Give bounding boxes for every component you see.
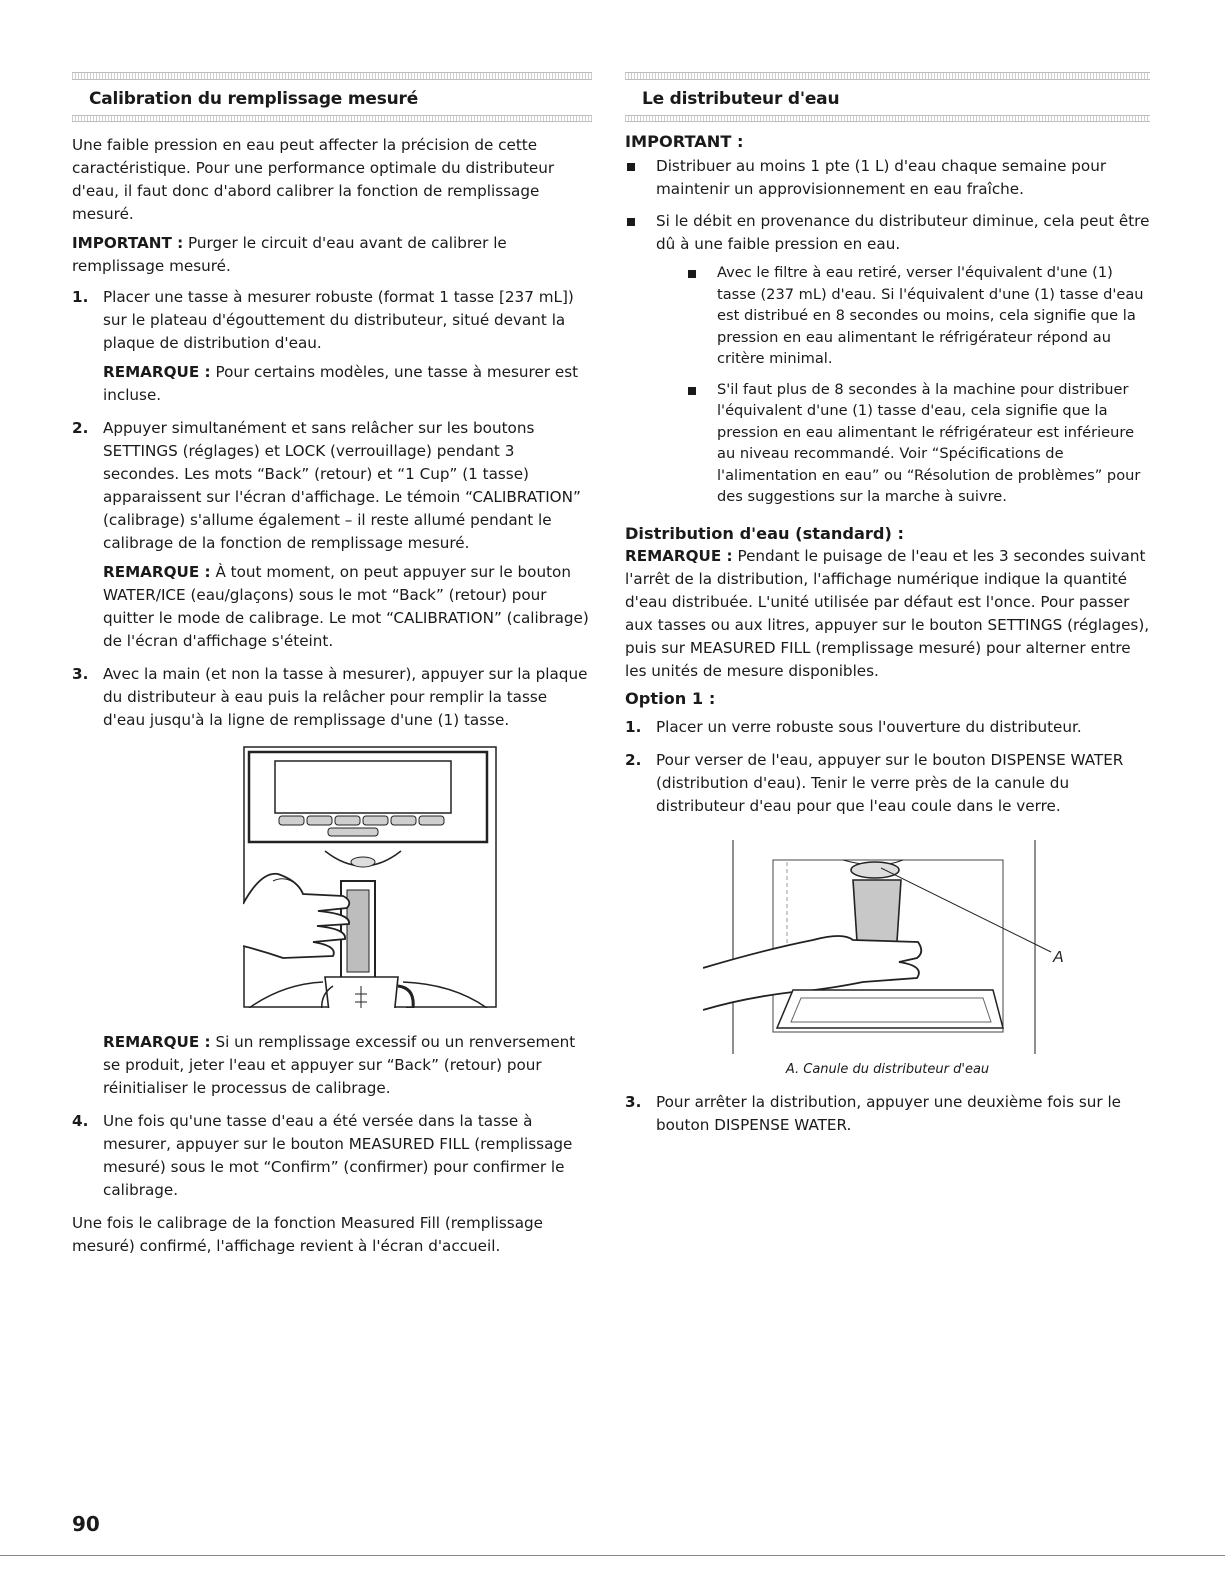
- step-item: [72, 663, 592, 1100]
- section-title-dispenser: Le distributeur d'eau: [642, 89, 840, 109]
- page-number: 90: [72, 1512, 100, 1536]
- standard-heading: Distribution d'eau (standard) :: [625, 523, 904, 543]
- option-heading: Option 1 :: [625, 688, 716, 708]
- callout-label-a: A: [1053, 948, 1064, 966]
- step-number: 3.: [625, 1092, 642, 1111]
- important-label: IMPORTANT :: [72, 234, 184, 252]
- step-number: 2.: [625, 750, 642, 769]
- section-rule-bottom: [72, 115, 592, 122]
- note-label: REMARQUE :: [625, 546, 733, 565]
- step-number: 1.: [625, 717, 642, 736]
- sub-bullet-item: [686, 379, 1150, 508]
- sub-bullet-text: S'il faut plus de 8 secondes à la machine pour distribuer l'équivalent d'une (1) tasse d'eau, cela signifie que la pression en eau alimentant le réfrigérateur est inférieure au niveau recommandé. Voir “Spécifications de l'alimentation en eau” ou “Résolution de problèmes” pour des suggestions sur la marche à suivre.: [717, 380, 1141, 505]
- note-label: REMARQUE :: [103, 1033, 211, 1051]
- calibration-steps: [72, 286, 592, 1202]
- dispenser-hand-illustration: [243, 746, 497, 1008]
- step-item: [625, 716, 1150, 739]
- note-text: À tout moment, on peut appuyer sur le bouton WATER/ICE (eau/glaçons) sous le mot “Back” (retour) pour quitter le mode de calibrage. Le mot “CALIBRATION” (calibrage) de l'écran d'affichage s'éteint.: [103, 563, 589, 650]
- page-bottom-rule: [0, 1555, 1225, 1556]
- left-column: [72, 72, 592, 1264]
- section-rule-bottom: [625, 115, 1150, 122]
- section-title-calibration: Calibration du remplissage mesuré: [89, 89, 419, 109]
- section-rule-top: [72, 72, 592, 80]
- intro-paragraph: Une faible pression en eau peut affecter la précision de cette caractéristique. Pour une performance optimale du distributeur d'eau, il faut donc d'abord calibrer la fonction de remplissage mesuré.: [72, 136, 555, 223]
- step-text: Pour verser de l'eau, appuyer sur le bouton DISPENSE WATER (distribution d'eau). Tenir le verre près de la canule du distributeur d'eau pour que l'eau coule dans le verre.: [656, 750, 1124, 815]
- step-item: [625, 1091, 1150, 1137]
- step-number: 4.: [72, 1112, 89, 1130]
- important-text: Purger le circuit d'eau avant de calibrer le remplissage mesuré.: [72, 234, 507, 275]
- step-text: Appuyer simultanément et sans relâcher sur les boutons SETTINGS (réglages) et LOCK (verrouillage) pendant 3 secondes. Les mots “Back” (retour) et “1 Cup” (1 tasse) apparaissent sur l'écran d'affichage. Le témoin “CALIBRATION” (calibrage) s'allume également – il reste allumé pendant le calibrage de la fonction de remplissage mesuré.: [103, 419, 581, 552]
- step-item: [72, 1110, 592, 1202]
- square-bullet-icon: [627, 163, 635, 171]
- step-text: Une fois qu'une tasse d'eau a été versée dans la tasse à mesurer, appuyer sur le bouton MEASURED FILL (remplissage mesuré) sous le mot “Confirm” (confirmer) pour confirmer le calibrage.: [103, 1112, 573, 1199]
- bullet-item: [625, 155, 1150, 201]
- option-steps: [625, 716, 1150, 818]
- closing-paragraph: Une fois le calibrage de la fonction Measured Fill (remplissage mesuré) confirmé, l'affichage revient à l'écran d'accueil.: [72, 1214, 544, 1255]
- step-number: 2.: [72, 419, 89, 437]
- square-bullet-icon: [688, 387, 696, 395]
- bullet-text: Si le débit en provenance du distributeur diminue, cela peut être dû à une faible pression en eau.: [656, 212, 1150, 253]
- note-label: REMARQUE :: [103, 563, 211, 581]
- figure-caption: A. Canule du distributeur d'eau: [785, 1061, 990, 1077]
- option-steps-continued: [625, 1091, 1150, 1137]
- note-text: Pendant le puisage de l'eau et les 3 secondes suivant l'arrêt de la distribution, l'affichage numérique indique la quantité d'eau distribuée. L'unité utilisée par défaut est l'once. Pour passer aux tasses ou aux litres, appuyer sur le bouton SETTINGS (réglages), puis sur MEASURED FILL (remplissage mesuré) pour alterner entre les unités de mesure disponibles.: [625, 546, 1150, 680]
- important-heading: IMPORTANT :: [625, 132, 744, 151]
- standard-note: [625, 545, 1150, 683]
- step-note: [103, 1031, 592, 1100]
- bullet-text: Distribuer au moins 1 pte (1 L) d'eau chaque semaine pour maintenir un approvisionnement en eau fraîche.: [656, 157, 1107, 198]
- note-text: Si un remplissage excessif ou un renversement se produit, jeter l'eau et appuyer sur “Back” (retour) pour réinitialiser le processus de calibrage.: [103, 1033, 576, 1097]
- right-column: [625, 72, 1150, 1147]
- sub-bullet-text: Avec le filtre à eau retiré, verser l'équivalent d'une (1) tasse (237 mL) d'eau. Si l'équivalent d'une (1) tasse d'eau est distribué en 8 secondes ou moins, cela signifie que la pression en eau alimentant le réfrigérateur répond au critère minimal.: [717, 264, 1144, 367]
- note-text: Pour certains modèles, une tasse à mesurer est incluse.: [103, 363, 579, 404]
- important-bullets: [625, 155, 1150, 508]
- step-number: 1.: [72, 288, 89, 306]
- step-text: Placer une tasse à mesurer robuste (format 1 tasse [237 mL]) sur le plateau d'égouttement du distributeur, situé devant la plaque de distribution d'eau.: [103, 288, 574, 352]
- step-text: Avec la main (et non la tasse à mesurer), appuyer sur la plaque du distributeur à eau puis la relâcher pour remplir la tasse d'eau jusqu'à la ligne de remplissage d'une (1) tasse.: [103, 665, 588, 729]
- step-item: [625, 749, 1150, 818]
- step-item: [72, 417, 592, 653]
- step-number: 3.: [72, 665, 89, 683]
- step-note: [103, 561, 592, 653]
- square-bullet-icon: [688, 270, 696, 278]
- bullet-item: [625, 210, 1150, 508]
- step-text: Placer un verre robuste sous l'ouverture du distributeur.: [656, 717, 1082, 736]
- step-text: Pour arrêter la distribution, appuyer une deuxième fois sur le bouton DISPENSE WATER.: [656, 1092, 1122, 1134]
- sub-bullet-item: [686, 262, 1150, 370]
- important-paragraph: [72, 232, 592, 278]
- note-label: REMARQUE :: [103, 363, 211, 381]
- square-bullet-icon: [627, 218, 635, 226]
- section-rule-top: [625, 72, 1150, 80]
- sub-bullets: [686, 262, 1150, 508]
- step-note: [103, 361, 592, 407]
- glass-dispensing-illustration: [703, 840, 1073, 1054]
- step-item: [72, 286, 592, 407]
